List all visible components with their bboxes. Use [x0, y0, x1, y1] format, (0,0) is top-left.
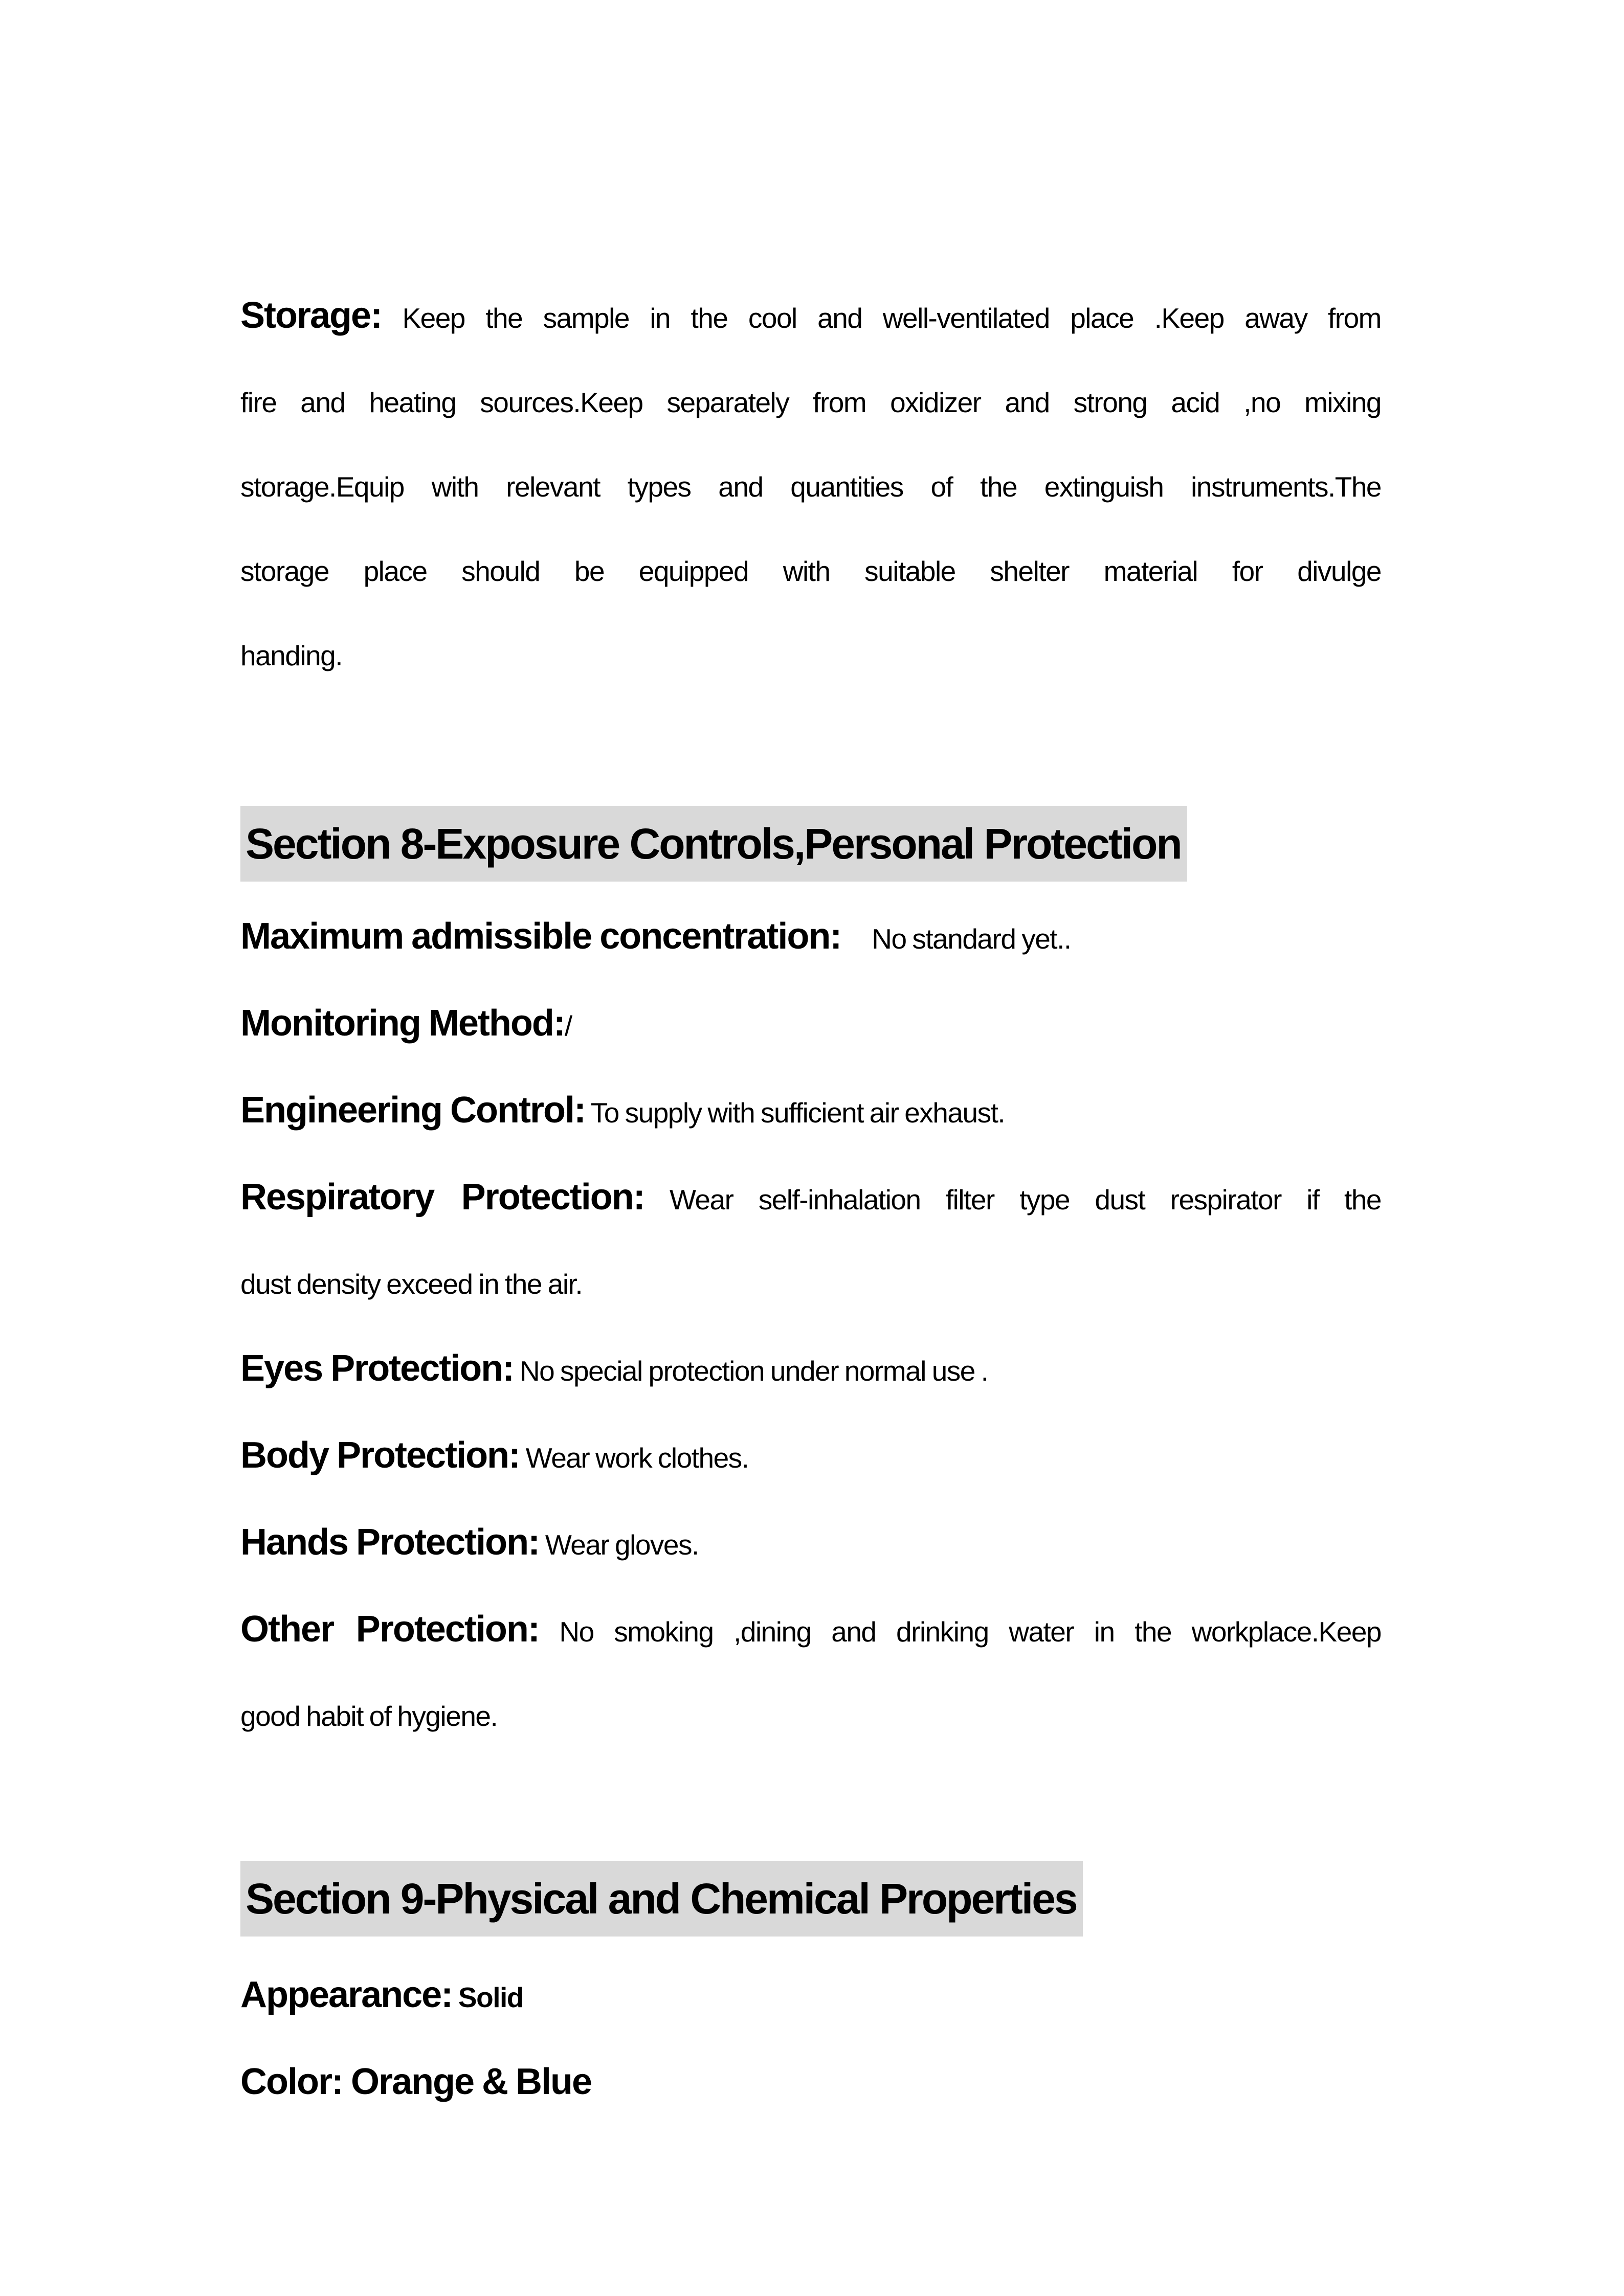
field-text: Keep the sample in the cool and well-ventilated place .Keep away from [382, 302, 1381, 334]
field-text: Orange & Blue [342, 2061, 592, 2102]
exposure-lines [240, 894, 1381, 1759]
storage-line-5 [240, 614, 1381, 698]
field-text: dust density exceed in the air. [240, 1268, 583, 1300]
other-protection-line-2 [240, 1674, 1381, 1759]
section-8-heading [240, 806, 1381, 894]
field-text: No smoking ,dining and drinking water in the workplace.Keep [539, 1616, 1381, 1648]
field-label: Body Protection: [240, 1435, 520, 1476]
field-text: Wear gloves. [539, 1529, 699, 1561]
field-label: Storage: [240, 295, 382, 336]
field-text: storage.Equip with relevant types and quantities of the extinguish instruments.The [240, 471, 1381, 503]
field-text: To supply with sufficient air exhaust. [585, 1097, 1005, 1129]
maximum-admissible-concentration-line [240, 894, 1381, 981]
heading-highlight: Section 9-Physical and Chemical Properties [240, 1861, 1083, 1937]
storage-line-1 [240, 274, 1381, 361]
document-content [240, 0, 1381, 2127]
field-text: No special protection under normal use . [514, 1355, 988, 1387]
respiratory-protection-line-1 [240, 1155, 1381, 1242]
hands-protection-line [240, 1500, 1381, 1587]
body-protection-line [240, 1413, 1381, 1500]
field-label: Monitoring Method: [240, 1003, 565, 1044]
engineering-control-line [240, 1068, 1381, 1155]
field-label: Appearance: [240, 1974, 453, 2015]
field-text: handing. [240, 640, 343, 671]
storage-line-4 [240, 529, 1381, 614]
field-text: / [564, 1010, 572, 1042]
field-text: No standard yet.. [872, 923, 1071, 955]
storage-line-3 [240, 445, 1381, 529]
field-text: Solid [452, 1982, 523, 2013]
field-label: Maximum admissible concentration: [240, 916, 841, 957]
storage-paragraph [240, 0, 1381, 698]
field-label: Respiratory Protection: [240, 1177, 644, 1218]
field-text: storage place should be equipped with suitable shelter material for divulge [240, 555, 1381, 587]
color-line [240, 2040, 1381, 2127]
field-label: Eyes Protection: [240, 1348, 514, 1389]
other-protection-line-1 [240, 1587, 1381, 1674]
respiratory-protection-line-2 [240, 1242, 1381, 1326]
monitoring-method-line [240, 981, 1381, 1068]
appearance-line [240, 1953, 1381, 2040]
field-text: fire and heating sources.Keep separately from oxidizer and strong acid ,no mixing [240, 387, 1381, 418]
field-text: good habit of hygiene. [240, 1700, 498, 1732]
heading-highlight: Section 8-Exposure Controls,Personal Protection [240, 806, 1187, 882]
field-label: Engineering Control: [240, 1090, 585, 1131]
field-text: Wear self-inhalation filter type dust respirator if the [644, 1184, 1382, 1215]
field-label: Color: [240, 2061, 343, 2102]
section-9-heading [240, 1861, 1381, 1949]
storage-line-2 [240, 361, 1381, 445]
eyes-protection-line [240, 1326, 1381, 1413]
field-label: Hands Protection: [240, 1522, 540, 1563]
physical-lines [240, 1953, 1381, 2127]
field-text: Wear work clothes. [520, 1442, 749, 1474]
field-label: Other Protection: [240, 1609, 539, 1650]
